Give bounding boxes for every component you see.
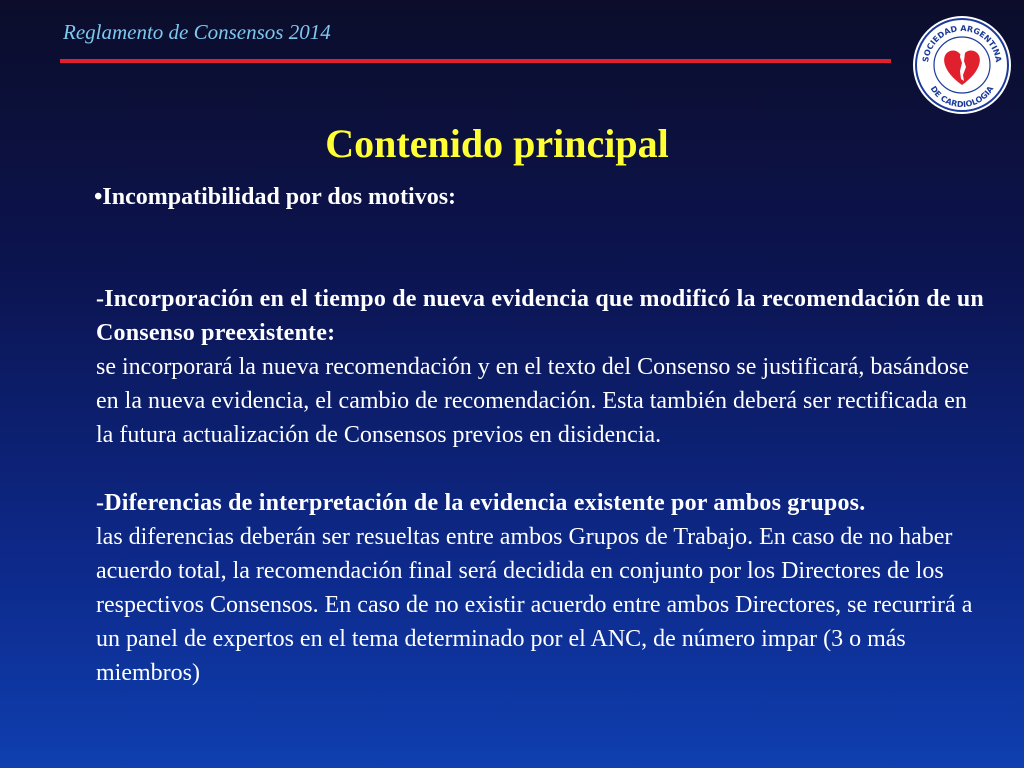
item-2-body: las diferencias deberán ser resueltas entre ambos Grupos de Trabajo. En caso de no haber acuerdo total, la recomendación final será decidida en conjunto por los Directores de los respectivos Consensos. En caso de no existir acuerdo entre ambos Directores, se recurrirá a un panel de expertos en el tema determinado por el ANC, de número impar (3 o más miembros): [96, 524, 973, 686]
item-1-title: -Incorporación en el tiempo de nueva evidencia que modificó la recomendación de un Consenso preexistente:: [96, 286, 984, 346]
logo-text-bottom: DE CARDIOLOGIA: [928, 84, 996, 110]
header-rule: [60, 59, 891, 63]
logo-text-top: SOCIEDAD ARGENTINA: [921, 23, 1003, 63]
item-1-body: se incorporará la nueva recomendación y en el texto del Consenso se justificará, basándose en la nueva evidencia, el cambio de recomendación. Esta también deberá ser rectificada en la futura actualización de Consensos previos en disidencia.: [96, 354, 970, 448]
item-2-title: -Diferencias de interpretación de la evidencia existente por ambos grupos.: [96, 490, 866, 516]
sac-logo: [912, 15, 1012, 115]
header-title: Reglamento de Consensos 2014: [63, 20, 331, 44]
intro-bullet: •Incompatibilidad por dos motivos:: [94, 184, 457, 210]
slide-title: Contenido principal: [325, 121, 669, 166]
slide-content: [96, 180, 986, 690]
